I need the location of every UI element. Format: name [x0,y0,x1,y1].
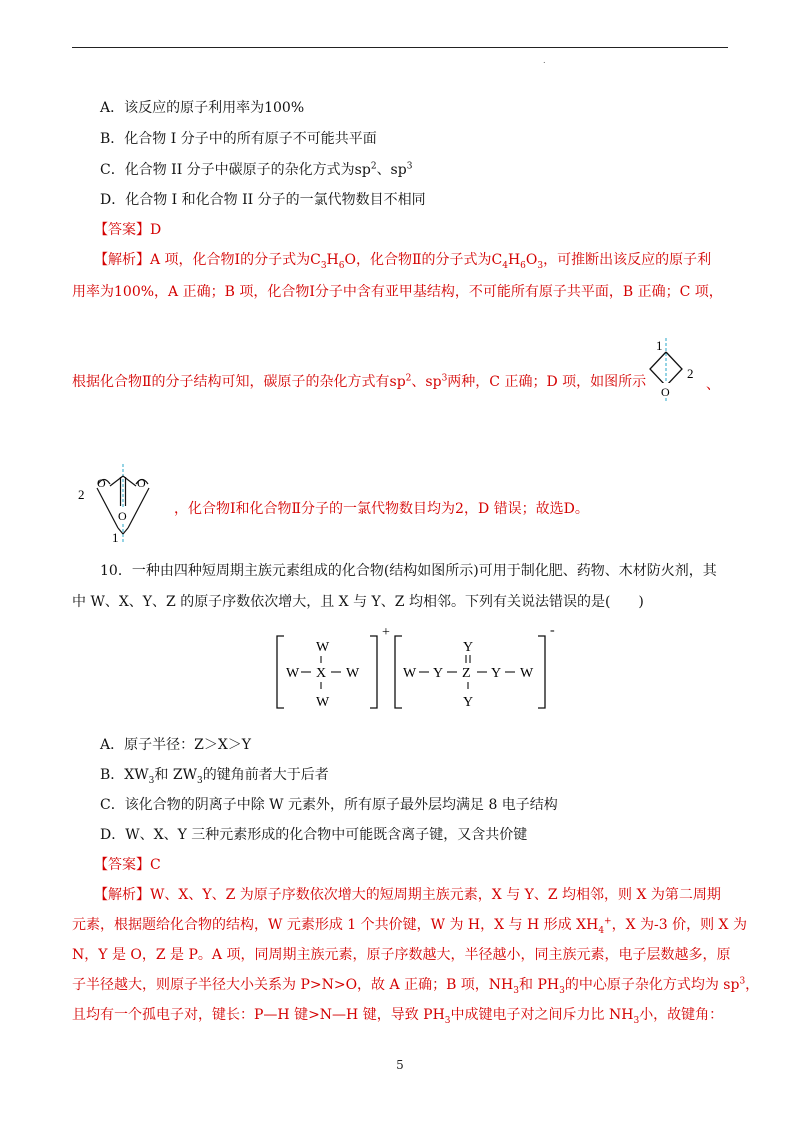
oxetane-figure [636,336,706,404]
position-label-2: 2 [687,366,694,381]
anion-y-left: Y [433,666,444,681]
carbonyl-oxygen: O [118,509,127,523]
q9-option-a: A．该反应的原子利用率为100% [100,100,305,116]
q9-option-d: D．化合物 I 和化合物 II 分子的一氯代物数目不相同 [100,192,426,208]
carbonate-ring-figure [70,462,170,544]
q10-explain-line3: N，Y 是 O，Z 是 P。A 项，同周期主族元素，原子序数越大，半径越小，同主族元素，电子层数越多，原 [72,947,731,963]
ring-oxygen-left: O [97,476,106,490]
cation-w-right: W [346,666,360,681]
ionic-structure-figure [270,620,570,720]
anion-z-center: Z [462,666,471,681]
page-number: 5 [396,1058,404,1072]
q9-option-b: B．化合物 I 分子中的所有原子不可能共平面 [100,131,377,147]
q9-explain-line4: ，化合物Ⅰ和化合物Ⅱ分子的一氯代物数目均为2，D 错误；故选D。 [174,501,589,517]
position-label-1: 1 [656,338,663,353]
ring-oxygen-right: O [137,476,146,490]
cation-w-top: W [316,640,330,655]
q10-explain-line5: 且均有一个孤电子对，键长：P—H 键>N—H 键，导致 $PH_3$中成键电子对之间斥力比 $NH_3$小，故键角： [72,1007,724,1026]
anion-y-top: Y [463,640,474,655]
anion-w-left: W [403,666,417,681]
cation-w-bottom: W [316,695,330,710]
q9-explain-line3: 根据化合物Ⅱ的分子结构可知，碳原子的杂化方式有$sp^2$、$sp^3$两种，C 正确；D 项，如图所示 [72,373,647,390]
q10-answer: 【答案】C [94,857,161,873]
q10-option-b: B．$XW_3$和 $ZW_3$的键角前者大于后者 [100,767,329,786]
q9-option-c: C．化合物 II 分子中碳原子的杂化方式为$sp^2$、$sp^3$ [100,161,413,178]
q9-explain-line1: 【解析】A 项，化合物Ⅰ的分子式为$C_3H_6O$，化合物Ⅱ的分子式为$C_4H_6O_3$，可推断出该反应的原子利 [94,252,712,271]
anion-y-bottom: Y [463,695,474,710]
position-label-2: 2 [78,487,85,502]
q10-explain-line4: 子半径越大，则原子半径大小关系为 P>N>O，故 A 正确；B 项，$NH_3$和 $PH_3$的中心原子杂化方式均为 $sp^3$， [72,976,760,996]
oxygen-label: O [661,385,670,399]
q10-option-d: D．W、X、Y 三种元素形成的化合物中可能既含离子键，又含共价键 [100,827,528,843]
q10-stem-line2: 中 W、X、Y、Z 的原子序数依次增大，且 X 与 Y、Z 均相邻。下列有关说法错误的是( ) [72,594,644,610]
q10-stem-line1: 10．一种由四种短周期主族元素组成的化合物(结构如图所示)可用于制化肥、药物、木材防火剂，其 [100,563,717,579]
q10-explain-line2: 元素，根据题给化合物的结构，W 元素形成 1 个共价键，W 为 H，X 与 H 形成 $XH_4^+$，X 为-3 价，则 X 为 [72,916,747,936]
anion-y-right: Y [491,666,502,681]
cation-w-left: W [286,666,300,681]
q9-answer: 【答案】D [94,222,162,238]
q9-explain-line3-tail: 、 [706,377,720,393]
q10-explain-line1: 【解析】W、X、Y、Z 为原子序数依次增大的短周期主族元素，X 与 Y、Z 均相邻，则 X 为第二周期 [94,887,721,903]
cation-x-center: X [316,666,327,681]
anion-charge: - [550,623,555,638]
q10-option-a: A．原子半径：Z＞X＞Y [100,737,252,753]
header-dot: . [543,56,546,65]
q9-explain-line2: 用率为100%，A 正确；B 项，化合物Ⅰ分子中含有亚甲基结构，不可能所有原子共平面，B 正确；C 项， [72,284,723,300]
header-rule [72,47,728,48]
q10-option-c: C．该化合物的阴离子中除 W 元素外，所有原子最外层均满足 8 电子结构 [100,797,558,813]
anion-w-right: W [520,666,534,681]
position-label-1: 1 [112,530,119,544]
cation-charge: + [382,625,390,640]
